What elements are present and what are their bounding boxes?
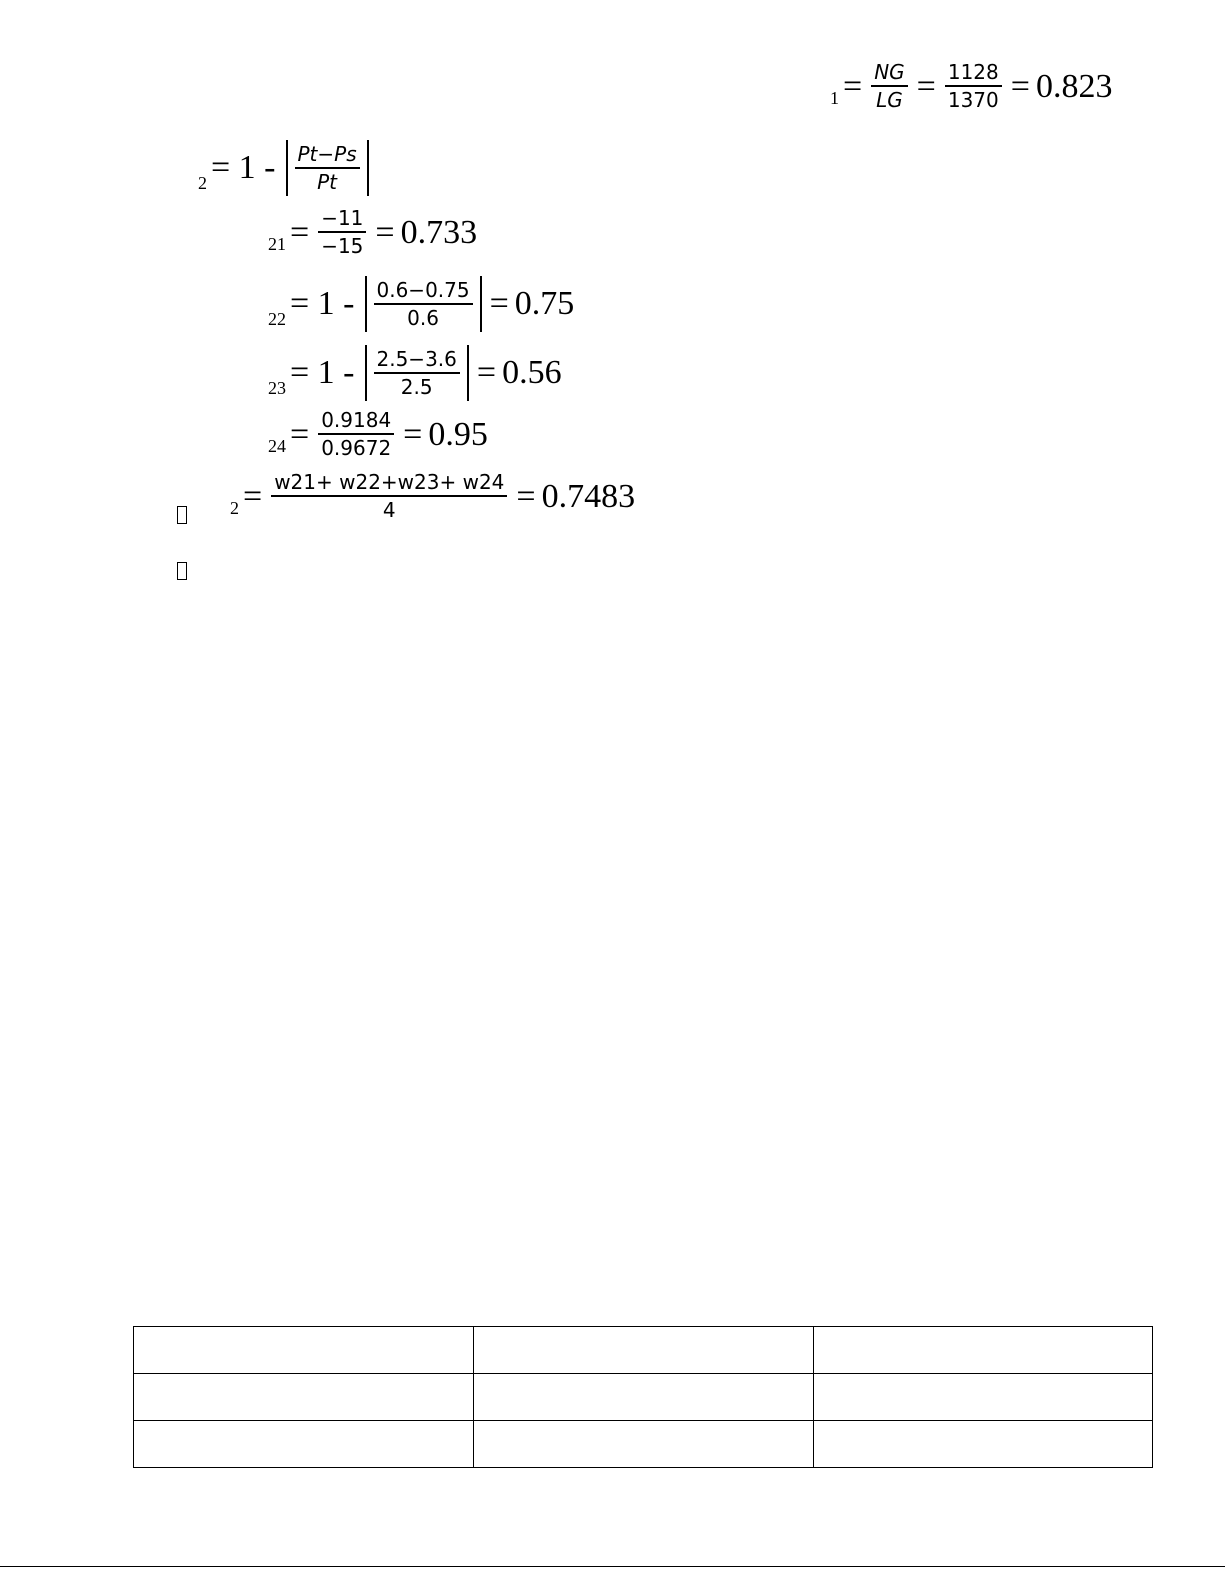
bullet-placeholder-icon xyxy=(177,506,187,524)
subscript: 23 xyxy=(268,378,286,398)
equals-sign: = xyxy=(403,415,423,453)
equals-sign: = xyxy=(916,67,936,105)
table-cell xyxy=(814,1374,1153,1421)
fraction xyxy=(374,277,473,330)
table-cell xyxy=(814,1421,1153,1468)
fraction xyxy=(271,472,507,521)
equation-w21 xyxy=(268,208,477,257)
table-cell xyxy=(134,1374,474,1421)
fraction-values xyxy=(945,62,1002,111)
table-cell xyxy=(474,1374,814,1421)
numerator: −11 xyxy=(318,208,366,233)
table-cell xyxy=(474,1421,814,1468)
result-value: 0.7483 xyxy=(541,477,636,515)
result-value: 0.56 xyxy=(502,354,562,391)
equals-sign: = xyxy=(516,477,536,515)
table-row xyxy=(134,1421,1153,1468)
equation-w22 xyxy=(268,276,574,332)
table-cell xyxy=(134,1421,474,1468)
subscript: 21 xyxy=(268,234,286,254)
table-cell xyxy=(474,1327,814,1374)
denominator: −15 xyxy=(321,234,364,258)
equals-sign: = xyxy=(375,213,395,251)
numerator: 2.5−3.6 xyxy=(374,349,460,374)
page-bottom-rule xyxy=(0,1566,1225,1567)
fraction xyxy=(318,410,394,459)
subscript: 2 xyxy=(198,173,207,193)
equation-w23 xyxy=(268,345,562,401)
numerator: 0.9184 xyxy=(318,410,394,435)
denominator: 2.5 xyxy=(400,374,433,399)
empty-table xyxy=(133,1326,1153,1468)
subscript: 2 xyxy=(230,498,239,518)
one-minus: = 1 - xyxy=(290,354,355,391)
numerator: w21+ w22+w23+ w24 xyxy=(271,472,507,497)
equation-w1 xyxy=(830,62,1112,111)
fraction-pt-ps xyxy=(295,141,360,194)
table-row xyxy=(134,1374,1153,1421)
equals-sign: = xyxy=(290,213,310,251)
numerator: NG xyxy=(871,62,907,87)
equation-w2-average xyxy=(230,472,635,521)
one-minus: = 1 - xyxy=(290,285,355,322)
table-row xyxy=(134,1327,1153,1374)
fraction-ng-lg xyxy=(871,62,907,111)
subscript: 1 xyxy=(830,88,839,108)
result-value: 0.75 xyxy=(514,285,575,322)
denominator: LG xyxy=(876,88,903,112)
subscript: 22 xyxy=(268,309,286,329)
denominator: 0.9672 xyxy=(321,436,392,460)
result-value: 0.733 xyxy=(400,213,478,251)
equals-sign: = xyxy=(243,477,263,515)
equals-sign: = xyxy=(489,285,509,322)
result-value: 0.95 xyxy=(428,415,488,453)
numerator: Pt−Ps xyxy=(295,144,360,169)
equals-sign: = xyxy=(843,67,863,105)
table-cell xyxy=(814,1327,1153,1374)
absolute-value xyxy=(365,276,482,332)
numerator: 1128 xyxy=(945,62,1002,87)
one-minus: = 1 - xyxy=(211,149,276,186)
equals-sign: = xyxy=(1010,67,1030,105)
absolute-value xyxy=(365,345,469,401)
absolute-value xyxy=(286,140,369,196)
table-cell xyxy=(134,1327,474,1374)
equation-w24 xyxy=(268,410,488,459)
bullet-placeholder-icon xyxy=(177,562,187,580)
numerator: 0.6−0.75 xyxy=(374,280,473,305)
denominator: 4 xyxy=(382,498,396,522)
denominator: Pt xyxy=(317,169,338,194)
subscript: 24 xyxy=(268,436,286,456)
denominator: 0.6 xyxy=(407,305,439,330)
fraction xyxy=(374,346,460,399)
fraction xyxy=(318,208,366,257)
result-value: 0.823 xyxy=(1035,67,1113,105)
equation-w2-definition xyxy=(198,140,371,196)
equals-sign: = xyxy=(476,354,497,391)
equals-sign: = xyxy=(290,415,310,453)
denominator: 1370 xyxy=(947,88,999,112)
